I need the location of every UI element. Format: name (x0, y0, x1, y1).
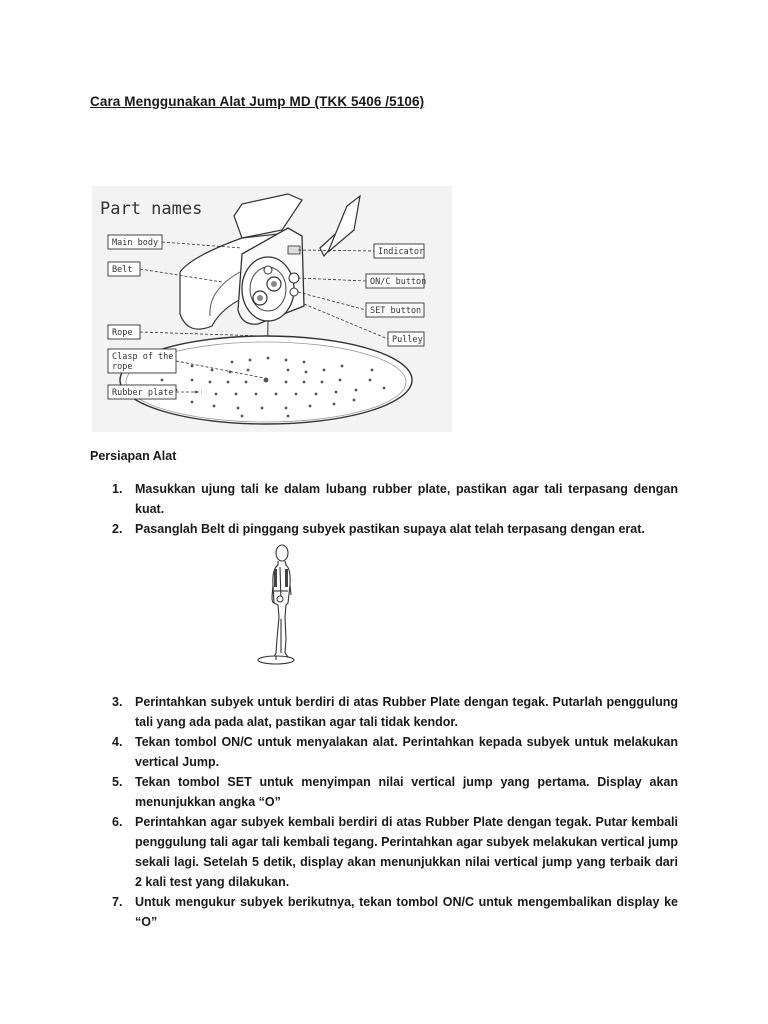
step-number: 7. (112, 895, 123, 909)
list-item (0, 732, 678, 772)
list-item (0, 892, 678, 932)
label-clasp-line1: Clasp of the (112, 352, 174, 362)
list-item (0, 479, 678, 519)
section-heading: Persiapan Alat (90, 449, 177, 463)
label-main-body: Main body (112, 238, 159, 248)
steps-list-b (0, 692, 678, 932)
label-indicator: Indicator (378, 247, 425, 257)
label-clasp-line2: rope (112, 362, 133, 372)
step-number: 2. (112, 522, 123, 536)
step-number: 6. (112, 815, 123, 829)
label-pulley: Pulley (392, 335, 423, 345)
label-belt: Belt (112, 265, 133, 275)
label-rope: Rope (112, 328, 133, 338)
label-set-button: SET button (370, 306, 422, 316)
document-title: Cara Menggunakan Alat Jump MD (TKK 5406 /5106) (90, 94, 425, 109)
label-rubber-plate: Rubber plate (112, 388, 174, 398)
step-text: Pasanglah Belt di pinggang subyek pastikan supaya alat telah terpasang dengan erat. (135, 522, 645, 536)
step-text: Untuk mengukur subyek berikutnya, tekan tombol ON/C untuk mengembalikan display ke “O” (135, 895, 678, 929)
step-number: 1. (112, 482, 123, 496)
figure-heading: Part names (100, 199, 203, 219)
label-onc-button: ON/C button (370, 277, 427, 287)
step-text: Tekan tombol ON/C untuk menyalakan alat. Perintahkan kepada subyek untuk melakukan vertical Jump. (135, 735, 678, 769)
step-number: 4. (112, 735, 123, 749)
list-item (0, 812, 678, 892)
list-item (0, 692, 678, 732)
step-text: Masukkan ujung tali ke dalam lubang rubber plate, pastikan agar tali terpasang dengan kuat. (135, 482, 678, 516)
part-names-figure (92, 186, 452, 432)
list-item (0, 519, 678, 539)
step-number: 5. (112, 775, 123, 789)
step-number: 3. (112, 695, 123, 709)
person-illustration (248, 543, 308, 667)
step-text: Perintahkan agar subyek kembali berdiri di atas Rubber Plate dengan tegak. Putar kembali penggulung tali agar tali kembali tegang. Perintahkan agar subyek melakukan vertical jump sekali lagi. Setelah 5 detik, display akan menunjukkan nilai vertical jump yang terbaik dari 2 kali test yang dilakukan. (135, 815, 678, 889)
steps-list-a (0, 479, 678, 539)
list-item (0, 772, 678, 812)
step-text: Tekan tombol SET untuk menyimpan nilai vertical jump yang pertama. Display akan menunjukkan angka “O” (135, 775, 678, 809)
step-text: Perintahkan subyek untuk berdiri di atas Rubber Plate dengan tegak. Putarlah penggulung tali yang ada pada alat, pastikan agar tali tidak kendor. (135, 695, 678, 729)
